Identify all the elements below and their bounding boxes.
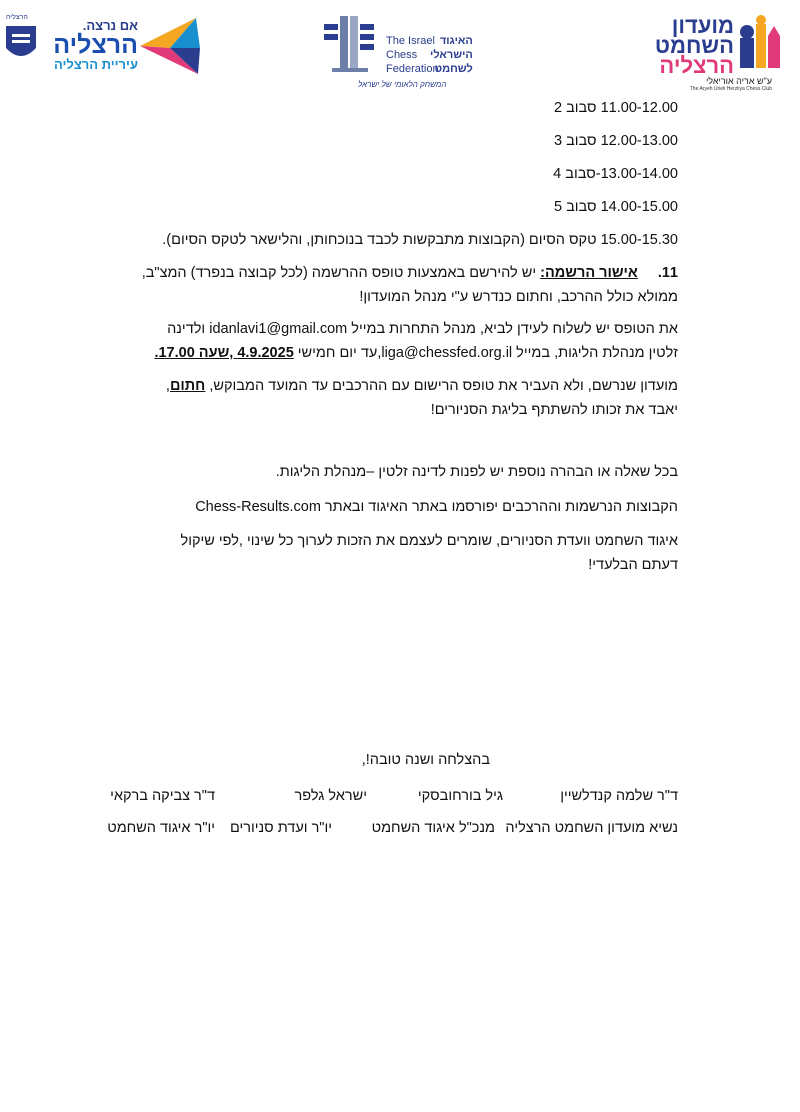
signer-name-4: ד"ר צביקה ברקאי bbox=[110, 788, 215, 804]
schedule-round-3: 12.00-13.00 סבוב 3 bbox=[553, 133, 678, 149]
chess-pieces-icon bbox=[736, 14, 782, 74]
club-subtitle: ע"ש אריה אוריאלי bbox=[705, 76, 772, 86]
schedule-round-4: 13.00-14.00-סבוב 4 bbox=[553, 166, 678, 182]
warning-line-1: מועדון שנרשם, ולא העביר את טופס הרישום עם ההרכבים עד המועד המבוקש, חתום, bbox=[165, 378, 678, 394]
federation-emblem-icon bbox=[318, 12, 382, 76]
signer-title-3: יו"ר ועדת סניורים bbox=[229, 820, 332, 836]
rights-line-1: איגוד השחמט וועדת הסניורים, שומרים לעצמם את הזכות לערוך כל שינוי ,לפי שיקול bbox=[180, 533, 678, 549]
section-11-line-2: ממולא כולל ההרכב, וחתום כנדרש ע"י מנהל המועדון! bbox=[359, 289, 678, 305]
federation-name-he: האיגוד הישראלי לשחמט bbox=[430, 35, 473, 75]
closing-greeting: בהצלחה ושנה טובה!, bbox=[361, 752, 490, 768]
questions-line: בכל שאלה או הבהרה נוספת יש לפנות לדינה זלטין –מנהלת הליגות. bbox=[275, 464, 678, 480]
signer-name-1: ד"ר שלמה קנדלשיין bbox=[560, 788, 678, 804]
section-11-line-1 bbox=[142, 265, 678, 281]
signed-emphasis: חתום bbox=[169, 378, 206, 394]
page-header bbox=[0, 0, 800, 100]
section-title: אישור הרשמה: bbox=[540, 265, 638, 281]
city-seal-label: הרצליה bbox=[6, 14, 28, 21]
signer-name-2: גיל בורחובסקי bbox=[417, 788, 503, 804]
deadline: 4.9.2025 ,שעה 17.00. bbox=[154, 345, 294, 361]
federation-name-en: The Israel Chess Federation bbox=[386, 35, 439, 75]
section-text: יש להירשם באמצעות טופס ההרשמה (לכל קבוצה בנפרד) המצ"ב, bbox=[141, 265, 541, 281]
submit-line-2: זלטין מנהלת הליגות, במייל liga@chessfed.org.il,עד יום חמישי 4.9.2025 ,שעה 17.00. bbox=[154, 345, 678, 361]
schedule-closing-ceremony: 15.00-15.30 טקס הסיום (הקבוצות מתבקשות לכבד בנוכחותן, והלישאר לטקס הסיום). bbox=[162, 232, 678, 248]
submit-line-1: את הטופס יש לשלוח לעידן לביא, מנהל התחרות במייל idanlavi1@gmail.com ולדינה bbox=[167, 321, 678, 337]
city-arrow-icon bbox=[140, 18, 202, 74]
rights-line-2: דעתם הבלעדי! bbox=[588, 557, 678, 573]
publish-line: הקבוצות הנרשמות וההרכבים יפורסמו באתר האיגוד ובאתר Chess-Results.com bbox=[195, 499, 678, 515]
signer-title-2: מנכ"ל איגוד השחמט bbox=[371, 820, 495, 836]
signer-name-3: ישראל גלפר bbox=[294, 788, 367, 804]
club-subtitle-en: The Aryeh Urieli Herzliya Chess Club bbox=[689, 86, 772, 92]
signer-title-4: יו"ר איגוד השחמט bbox=[107, 820, 215, 836]
schedule-round-5: 14.00-15.00 סבוב 5 bbox=[553, 199, 678, 215]
city-seal-icon bbox=[4, 24, 38, 64]
herzliya-city-logo bbox=[4, 14, 204, 84]
chess-federation-logo bbox=[318, 12, 483, 92]
schedule-round-2: 11.00-12.00 סבוב 2 bbox=[553, 100, 678, 116]
city-name: אם נרצה. הרצליה עיריית הרצליה bbox=[53, 18, 138, 72]
signer-title-1: נשיא מועדון השחמט הרצליה bbox=[505, 820, 678, 836]
section-number: 11. bbox=[657, 265, 678, 281]
club-name: מועדון השחמט הרצליה bbox=[654, 13, 734, 78]
federation-tagline: המשחק הלאומי של ישראל bbox=[358, 80, 447, 89]
document-body bbox=[108, 96, 678, 856]
chess-club-logo bbox=[632, 12, 782, 94]
warning-line-2: יאבד את זכותו להשתתף בליגת הסניורים! bbox=[430, 402, 678, 418]
